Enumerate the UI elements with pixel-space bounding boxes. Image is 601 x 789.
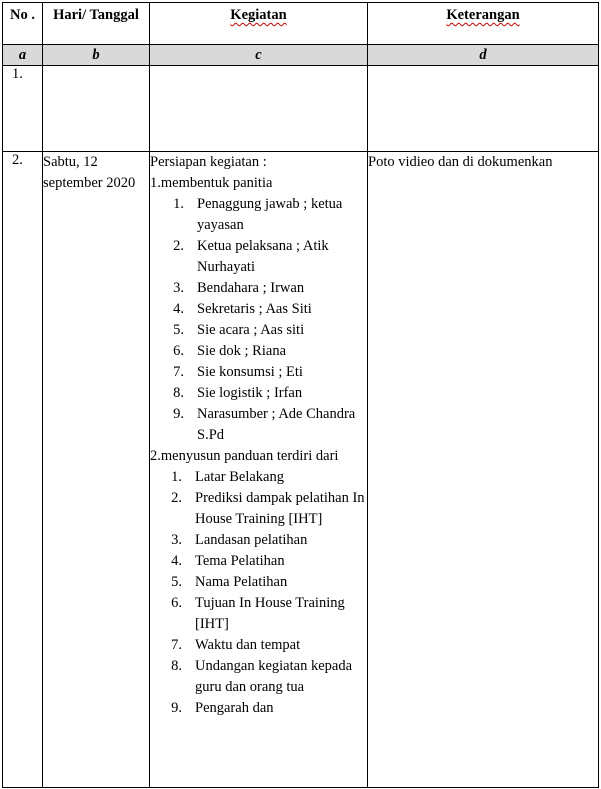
panitia-list xyxy=(160,194,367,446)
list-item-number: 6. xyxy=(173,343,184,359)
header-keterangan: Keterangan xyxy=(368,3,599,45)
list-item-text: Waktu dan tempat xyxy=(195,637,301,653)
list-item xyxy=(158,551,367,572)
list-item xyxy=(160,299,367,320)
list-item xyxy=(160,320,367,341)
list-item xyxy=(158,572,367,593)
letter-a: a xyxy=(3,45,43,66)
list-item-number: 2. xyxy=(171,490,182,506)
list-item xyxy=(158,698,367,719)
letter-b: b xyxy=(43,45,150,66)
list-item-number: 1. xyxy=(171,469,182,485)
letter-row xyxy=(3,45,599,66)
list-item-number: 3. xyxy=(171,532,182,548)
header-kegiatan: Kegiatan xyxy=(150,3,368,45)
list-item-text: Penaggung jawab ; ketua yayasan xyxy=(197,196,343,233)
list-item-text: Tema Pelatihan xyxy=(195,553,285,569)
list-item xyxy=(160,236,367,278)
list-item xyxy=(158,593,367,635)
list-item-text: Latar Belakang xyxy=(195,469,284,485)
list-item-number: 5. xyxy=(171,574,182,590)
list-item-number: 6. xyxy=(171,595,182,611)
list-item xyxy=(158,467,367,488)
row2-date: Sabtu, 12 september 2020 xyxy=(43,152,150,788)
list-item xyxy=(160,341,367,362)
list-item-text: Sie dok ; Riana xyxy=(197,343,287,359)
row1-note xyxy=(368,66,599,152)
list-item xyxy=(158,656,367,698)
activity-section-2: 2.menyusun panduan terdiri dari xyxy=(150,448,339,464)
list-item-number: 4. xyxy=(171,553,182,569)
list-item-number: 4. xyxy=(173,301,184,317)
list-item-number: 7. xyxy=(171,637,182,653)
header-hari-tanggal: Hari/ Tanggal xyxy=(43,3,150,45)
row2-note: Poto vidieo dan di dokumenkan xyxy=(368,152,599,788)
list-item-number: 9. xyxy=(171,700,182,716)
list-item-number: 8. xyxy=(171,658,182,674)
header-row xyxy=(3,3,599,45)
activity-section-1: 1.membentuk panitia xyxy=(150,175,273,191)
list-item xyxy=(158,635,367,656)
list-item-text: Sie logistik ; Irfan xyxy=(197,385,303,401)
list-item-number: 2. xyxy=(173,238,184,254)
list-item-number: 3. xyxy=(173,280,184,296)
row1-number: 1. xyxy=(3,66,43,152)
letter-d: d xyxy=(368,45,599,66)
activity-intro: Persiapan kegiatan : xyxy=(150,154,267,170)
list-item xyxy=(160,194,367,236)
list-item-text: Sie acara ; Aas siti xyxy=(197,322,305,338)
list-item-text: Undangan kegiatan kepada guru dan orang tua xyxy=(195,658,353,695)
list-item xyxy=(160,362,367,383)
panduan-list xyxy=(158,467,367,719)
list-item-text: Nama Pelatihan xyxy=(195,574,288,590)
header-no: No . xyxy=(3,3,43,45)
list-item-text: Landasan pelatihan xyxy=(195,532,308,548)
activity-table xyxy=(2,2,599,788)
list-item xyxy=(158,530,367,551)
list-item-text: Tujuan In House Training [IHT] xyxy=(195,595,345,632)
table-row-2 xyxy=(3,152,599,788)
letter-c: c xyxy=(150,45,368,66)
row2-number: 2. xyxy=(3,152,43,788)
list-item-text: Bendahara ; Irwan xyxy=(197,280,305,296)
table-row-1 xyxy=(3,66,599,152)
list-item xyxy=(160,383,367,404)
list-item-number: 9. xyxy=(173,406,184,422)
list-item-text: Prediksi dampak pelatihan In House Training [IHT] xyxy=(195,490,365,527)
list-item-text: Pengarah dan xyxy=(195,700,274,716)
list-item xyxy=(160,404,367,446)
list-item xyxy=(158,488,367,530)
row1-date xyxy=(43,66,150,152)
list-item-number: 5. xyxy=(173,322,184,338)
row1-activity xyxy=(150,66,368,152)
list-item-text: Sekretaris ; Aas Siti xyxy=(197,301,312,317)
list-item-text: Narasumber ; Ade Chandra S.Pd xyxy=(197,406,356,443)
list-item-number: 7. xyxy=(173,364,184,380)
row2-activity xyxy=(150,152,368,788)
list-item xyxy=(160,278,367,299)
list-item-number: 8. xyxy=(173,385,184,401)
list-item-number: 1. xyxy=(173,196,184,212)
list-item-text: Ketua pelaksana ; Atik Nurhayati xyxy=(197,238,329,275)
list-item-text: Sie konsumsi ; Eti xyxy=(197,364,303,380)
